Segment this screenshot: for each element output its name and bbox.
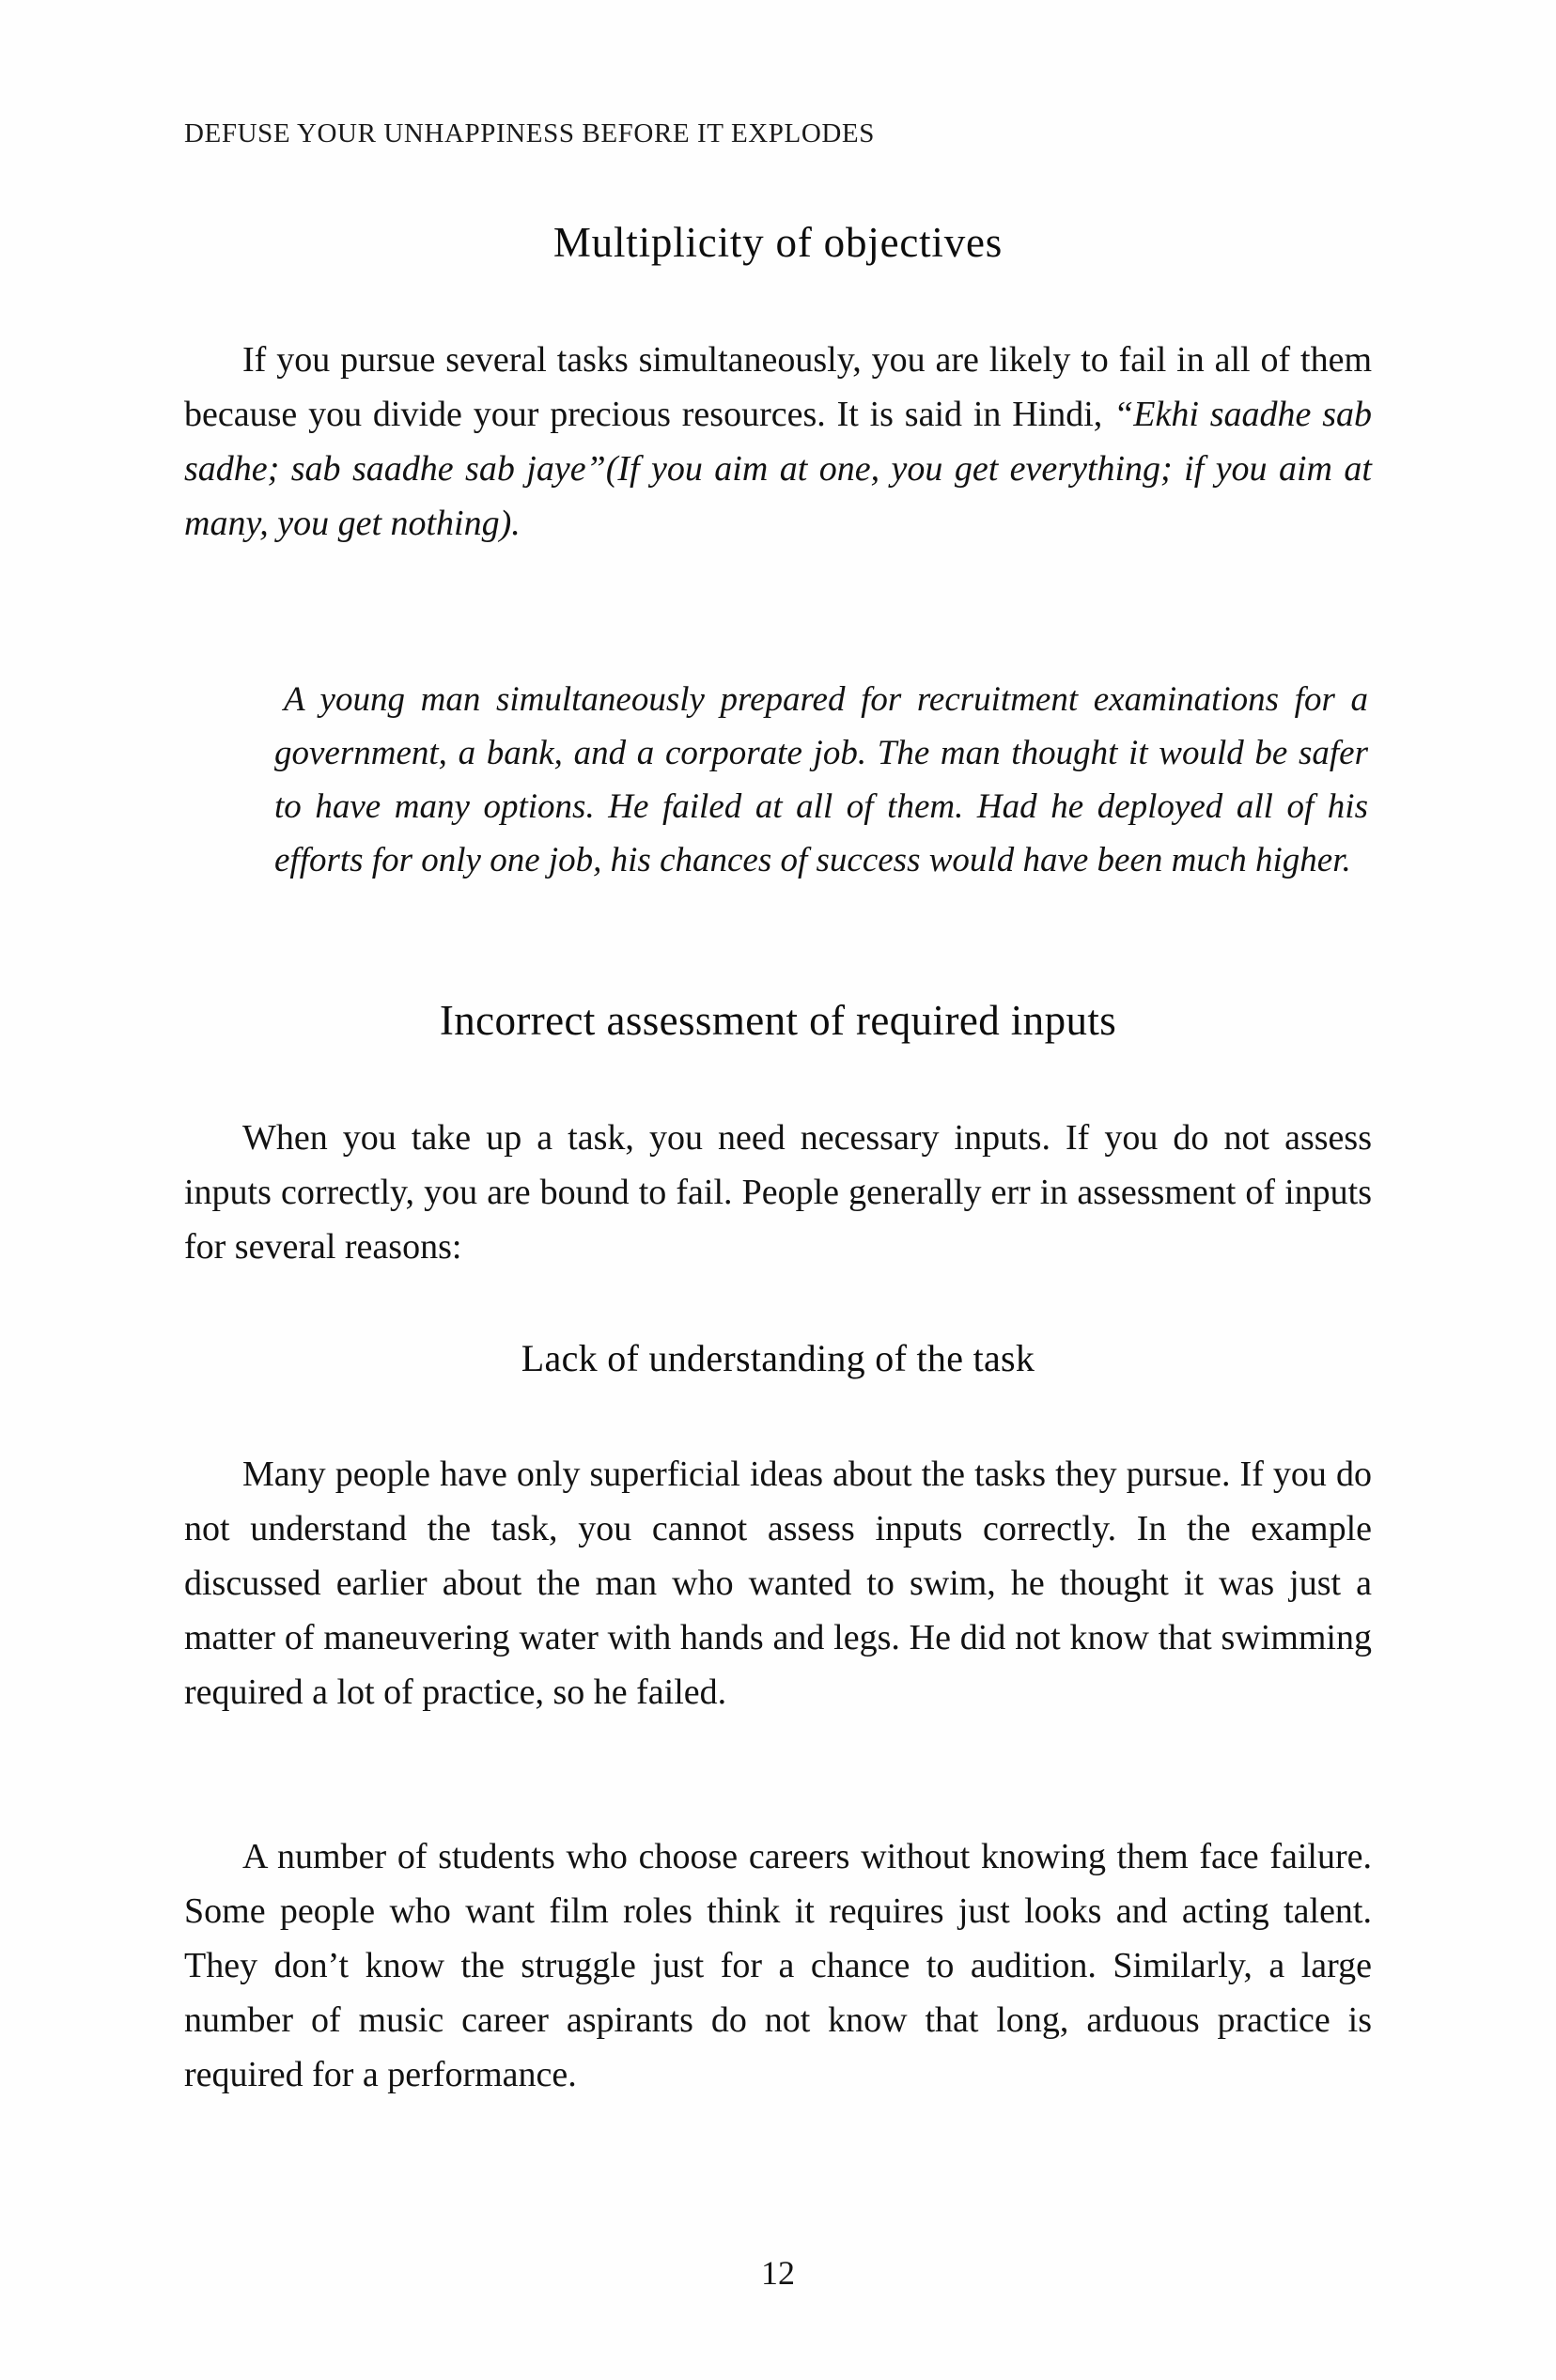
paragraph-intro-lead: If you pursue several tasks simultaneously, you are likely to fail in all of them because you divide your precious resources. It is said in Hindi,	[184, 340, 1372, 434]
section-heading: Incorrect assessment of required inputs	[439, 997, 1117, 1044]
paragraph-1-block	[184, 333, 1372, 551]
paragraph-2-block	[184, 1111, 1372, 1274]
anecdote-block	[184, 673, 1372, 887]
hindi-proverb-italic: “Ekhi saadhe sab sadhe; sab saadhe sab jaye”(If you aim at one, you get everything; if you aim at many, you get nothing).	[184, 395, 1372, 543]
paragraph-3-block	[184, 1447, 1372, 1719]
section-heading-block	[184, 996, 1372, 1045]
running-header: DEFUSE YOUR UNHAPPINESS BEFORE IT EXPLODES	[184, 118, 875, 148]
subsection-heading: Lack of understanding of the task	[521, 1337, 1035, 1379]
paragraph-inputs: When you take up a task, you need necessary inputs. If you do not assess inputs correctly, you are bound to fail. People generally err in assessment of inputs for several reasons:	[184, 1118, 1372, 1267]
anecdote-text: A young man simultaneously prepared for recruitment examinations for a government, a bank, and a corporate job. The man thought it would be safer to have many options. He failed at all of them. Had he deployed all of his efforts for only one job, his chances of success would have been much higher.	[274, 680, 1368, 879]
subsection-heading-block	[184, 1336, 1372, 1380]
paragraph-4-block	[184, 1829, 1372, 2102]
chapter-heading-block	[184, 218, 1372, 267]
paragraph-careers: A number of students who choose careers without knowing them face failure. Some people who want film roles think it requires just looks and acting talent. They don’t know the struggle just for a chance to audition. Similarly, a large number of music career aspirants do not know that long, arduous practice is required for a performance.	[184, 1837, 1372, 2094]
chapter-heading: Multiplicity of objectives	[552, 219, 1004, 266]
page-number: 12	[761, 2254, 795, 2292]
paragraph-intro	[184, 333, 1372, 551]
paragraph-understanding: Many people have only superficial ideas about the tasks they pursue. If you do not understand the task, you cannot assess inputs correctly. In the example discussed earlier about the man who wanted to swim, he thought it was just a matter of maneuvering water with hands and legs. He did not know that swimming required a lot of practice, so he failed.	[184, 1454, 1372, 1712]
